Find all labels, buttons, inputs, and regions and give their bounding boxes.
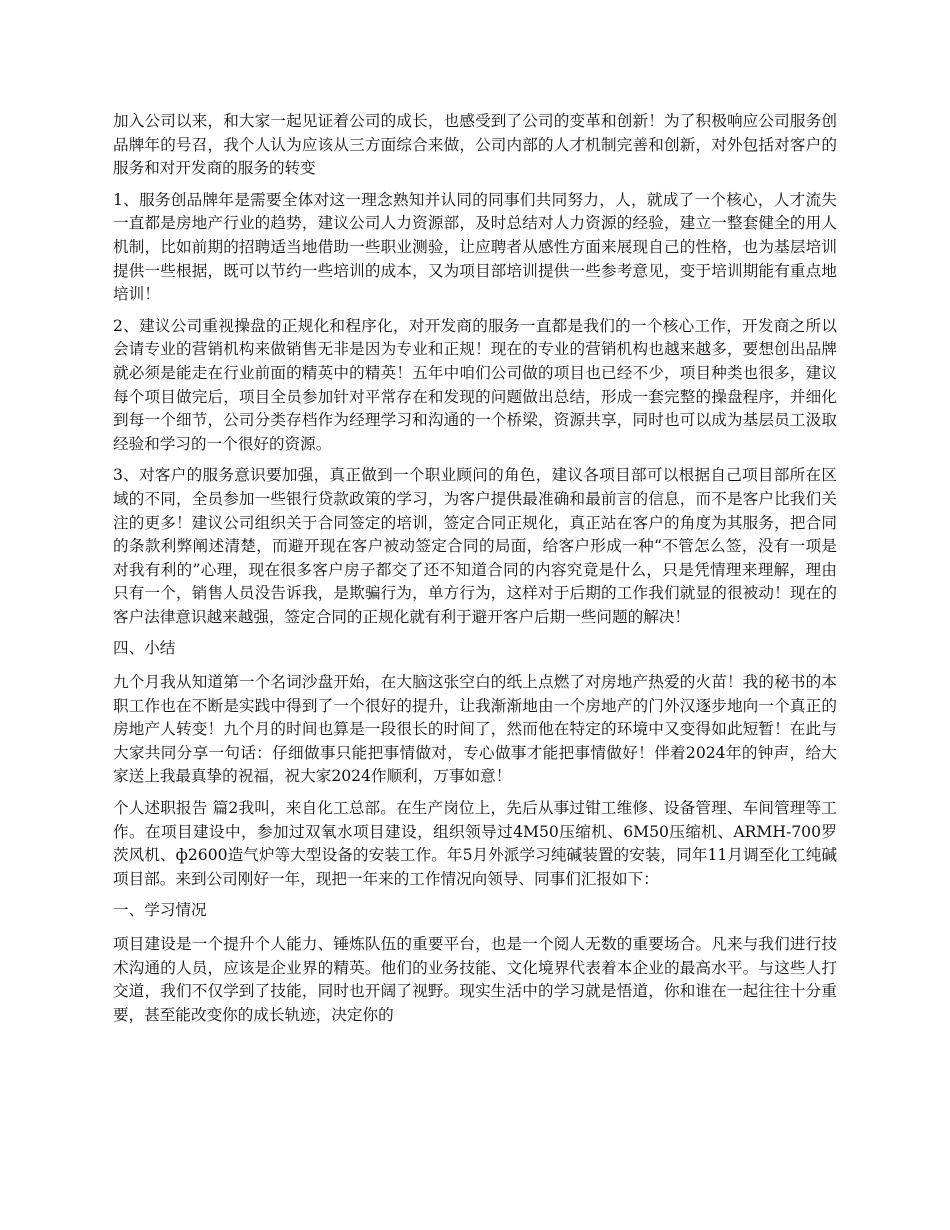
point-2-paragraph: 2、建议公司重视操盘的正规化和程序化，对开发商的服务一直都是我们的一个核心工作，开发商之所以会请专业的营销机构来做销售无非是因为专业和正规！现在的专业的营销机构也越来越多，要想创出品牌就必须是能走在行业前面的精英中的精英！五年中咱们公司做的项目也已经不少，项目种类也很多，建议每个项目做完后，项目全员参加针对平常存在和发现的问题做出总结，形成一套完整的操盘程序，并细化到每一个细节，公司分类存档作为经理学习和沟通的一个桥梁，资源共享，同时也可以成为基层员工汲取经验和学习的一个很好的资源。 <box>113 316 837 453</box>
summary-heading: 四、小结 <box>113 639 176 658</box>
intro-paragraph: 加入公司以来，和大家一起见证着公司的成长，也感受到了公司的变革和创新！为了积极响应公司服务创品牌年的号召，我个人认为应该从三方面综合来做，公司内部的人才机制完善和创新，对外包括对客户的服务和对开发商的服务的转变 <box>113 112 837 178</box>
report-2-intro-paragraph: 个人述职报告 篇2我叫，来自化工总部。在生产岗位上，先后从事过钳工维修、设备管理、车间管理等工作。在项目建设中，参加过双氧水项目建设，组织领导过4M50压缩机、6M50压缩机、ARMH-700罗茨风机、ф2600造气炉等大型设备的安装工作。年5月外派学习纯碱装置的安装，同年11月调至化工纯碱项目部。来到公司刚好一年，现把一年来的工作情况向领导、同事们汇报如下： <box>113 799 837 888</box>
point-3-paragraph: 3、对客户的服务意识要加强，真正做到一个职业顾问的角色，建议各项目部可以根据自己项目部所在区域的不同，全员参加一些银行贷款政策的学习，为客户提供最准确和最前言的信息，而不是客户比我们关注的更多！建议公司组织关于合同签定的培训，签定合同正规化，真正站在客户的角度为其服务，把合同的条款利弊阐述清楚，而避开现在客户被动签定合同的局面，给客户形成一种“不管怎么签，没有一项是对我有利的”心理，现在很多客户房子都交了还不知道合同的内容究竟是什么，只是凭情理来理解，理由只有一个，销售人员没告诉我，是欺骗行为，单方行为，这样对于后期的工作我们就显的很被动！现在的客户法律意识越来越强，签定合同的正规化就有利于避开客户后期一些问题的解决！ <box>113 466 837 626</box>
point-1-paragraph: 1、服务创品牌年是需要全体对这一理念熟知并认同的同事们共同努力，人，就成了一个核心，人才流失一直都是房地产行业的趋势，建议公司人力资源部，及时总结对人力资源的经验，建立一整套健全的用人机制，比如前期的招聘适当地借助一些职业测验，让应聘者从感性方面来展现自己的性格，也为基层培训提供一些根据，既可以节约一些培训的成本，又为项目部培训提供一些参考意见，变于培训期能有重点地培训！ <box>113 190 837 304</box>
summary-paragraph: 九个月我从知道第一个名词沙盘开始，在大脑这张空白的纸上点燃了对房地产热爱的火苗！我的秘书的本职工作也在不断是实践中得到了一个很好的提升，让我渐渐地由一个房地产的门外汉逐步地向一个真正的房地产人转变！九个月的时间也算是一段很长的时间了，然而他在特定的环境中又变得如此短暂！在此与大家共同分享一句话：仔细做事只能把事情做对，专心做事才能把事情做好！伴着2024年的钟声，给大家送上我最真挚的祝福，祝大家2024作顺利，万事如意！ <box>113 673 837 786</box>
study-heading: 一、学习情况 <box>113 901 207 920</box>
study-paragraph: 项目建设是一个提升个人能力、锤炼队伍的重要平台，也是一个阅人无数的重要场合。凡来与我们进行技术沟通的人员，应该是企业界的精英。他们的业务技能、文化境界代表着本企业的最高水平。与这些人打交道，我们不仅学到了技能，同时也开阔了视野。现实生活中的学习就是悟道，你和谁在一起往往十分重要，甚至能改变你的成长轨迹，决定你的 <box>113 935 837 1024</box>
